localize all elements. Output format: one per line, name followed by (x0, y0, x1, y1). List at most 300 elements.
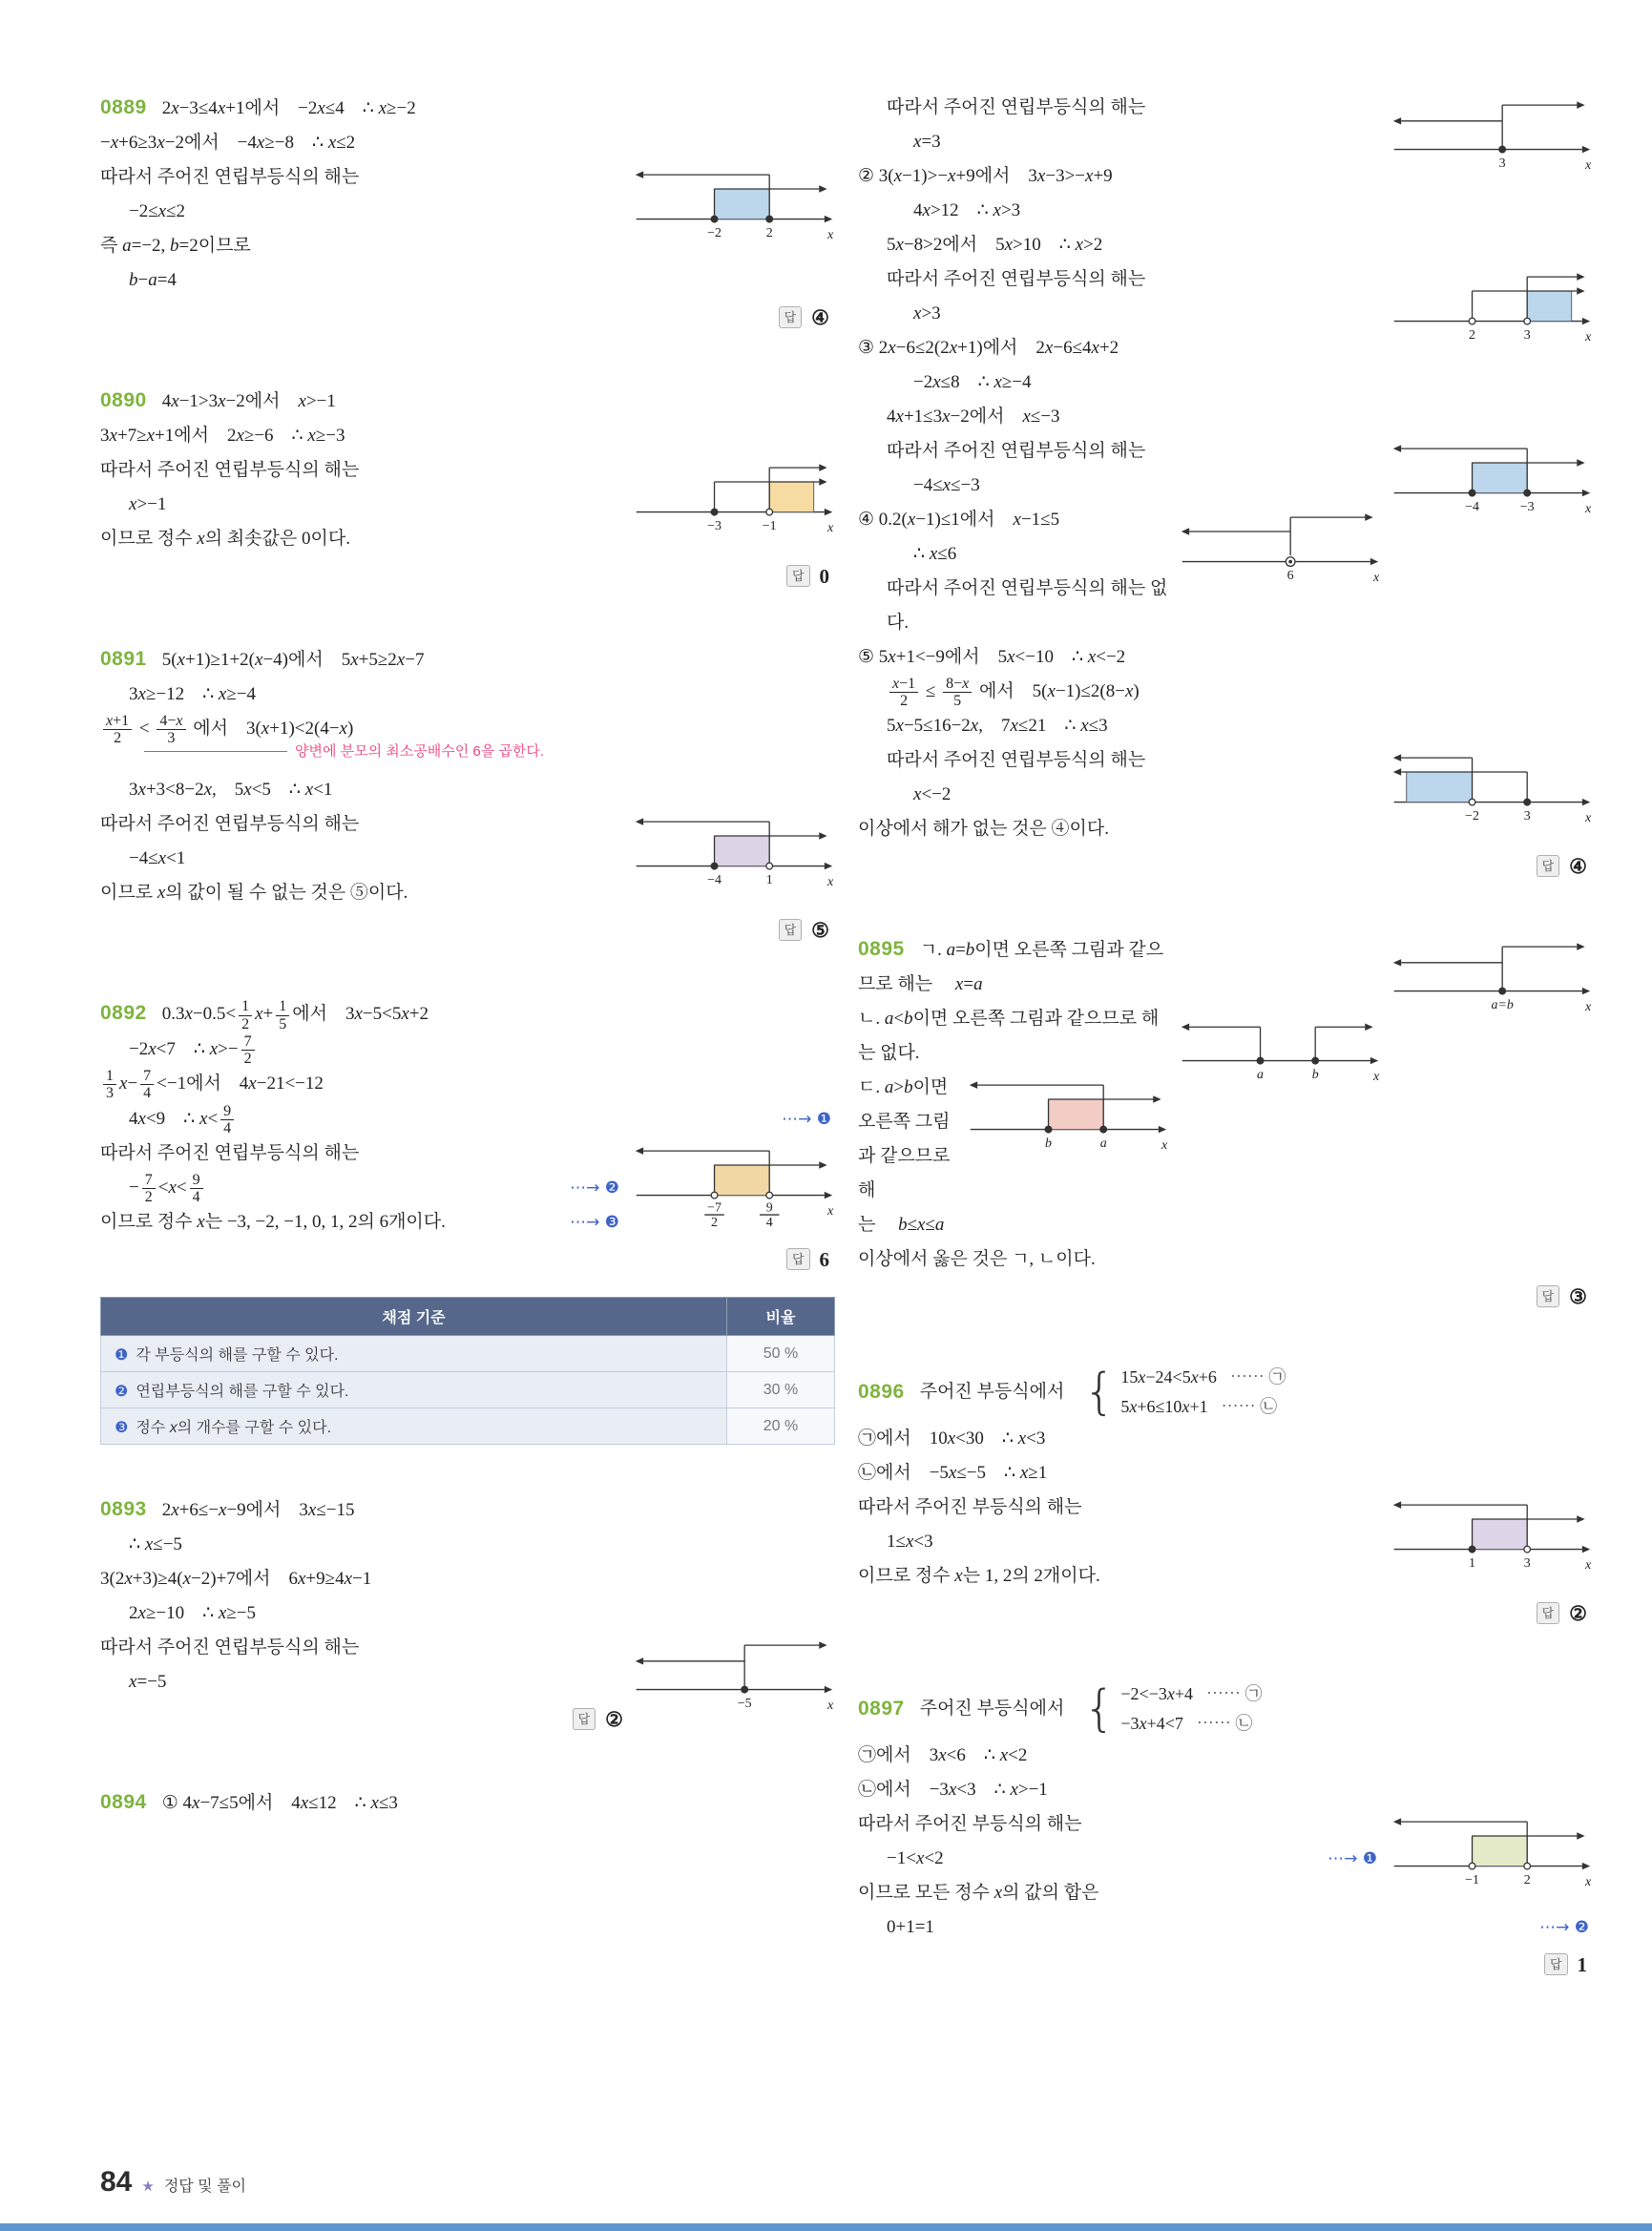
problem-0895 (858, 932, 1593, 1315)
solution-line (858, 1739, 1593, 1773)
svg-text:−5: −5 (737, 1697, 752, 1712)
math-text: 이상에서 해가 없는 것은 ④이다. (858, 819, 1109, 840)
fraction (239, 998, 252, 1032)
problem-0892 (100, 996, 835, 1278)
math-text: 따라서 주어진 부등식의 해는 (858, 1814, 1082, 1835)
problem-0891 (100, 642, 835, 949)
math-text: −2≤x≤2 (129, 201, 186, 221)
svg-text:x: x (826, 875, 834, 890)
system-equations (1120, 1679, 1262, 1739)
math-text: b−a=4 (129, 270, 177, 290)
numerator: 9 (220, 1103, 234, 1120)
answer-badge: 답 (779, 306, 803, 328)
problem-0894 (100, 1785, 835, 1821)
math-text: 에서 3x−5<5x+2 (292, 1004, 429, 1025)
solution-line (100, 1785, 835, 1821)
fraction (140, 1068, 154, 1102)
math-text: x=−5 (129, 1672, 167, 1693)
svg-text:4: 4 (765, 1216, 773, 1230)
denominator: 5 (279, 1015, 287, 1032)
numerator: 9 (190, 1172, 203, 1189)
svg-text:x: x (1161, 1138, 1168, 1154)
problem-number: 0892 (100, 1002, 147, 1025)
denominator: 2 (243, 1050, 252, 1067)
annotation-text: 양변에 분모의 최소공배수인 6을 곱한다. (295, 743, 545, 761)
page-number: 84 (100, 2166, 133, 2198)
rubric-pct-cell: 20 % (727, 1408, 835, 1445)
math-text: 따라서 주어진 연립부등식의 해는 (100, 814, 360, 835)
solution-line (100, 642, 835, 678)
answer-value: ④ (811, 306, 829, 329)
solution-line (858, 1456, 1593, 1491)
number-line-diagram (1391, 1492, 1593, 1588)
answer-row (858, 1595, 1587, 1632)
math-text: x− (119, 1074, 138, 1095)
fraction (103, 713, 132, 747)
answer-badge: 답 (1544, 1953, 1568, 1975)
math-text: −1<x<2 (887, 1848, 944, 1869)
math-text: ④ 0.2(x−1)≤1에서 x−1≤5 (858, 510, 1060, 530)
number-line-diagram (633, 1138, 835, 1234)
solution-line (100, 91, 835, 126)
step-mark: ⋯→ ❷ (1539, 1918, 1589, 1938)
svg-text:x: x (826, 1204, 834, 1220)
numerator: 1 (239, 998, 252, 1015)
numerator: 7 (241, 1033, 255, 1051)
math-text: 4x>12 ∴ x>3 (913, 200, 1021, 220)
math-text: <−1에서 4x−21<−12 (157, 1074, 324, 1095)
denominator: 2 (114, 730, 122, 747)
math-text: 4x−1>3x−2에서 x>−1 (161, 391, 336, 411)
page-edge-bar (0, 2223, 1652, 2231)
math-text: ㄱ. a=b이면 오른쪽 그림과 같으 (919, 940, 1164, 961)
math-text: ㄴ. a<b이면 오른쪽 그림과 같으므로 해 (858, 1009, 1160, 1030)
math-text: ③ 2x−6≤2(2x+1)에서 2x−6≤4x+2 (858, 338, 1119, 358)
fraction (943, 676, 972, 710)
answer-value: ④ (1569, 855, 1587, 879)
math-text: −4≤x≤−3 (913, 475, 980, 495)
solution-line (858, 1363, 1593, 1422)
number-line-diagram (1179, 1004, 1381, 1099)
math-text: < (135, 719, 155, 739)
math-text: 따라서 주어진 부등식의 해는 (858, 1497, 1082, 1518)
solution-line (100, 996, 835, 1032)
math-text: 3x+7≥x+1에서 2x≥−6 ∴ x≥−3 (100, 426, 345, 446)
problem-0897 (858, 1679, 1593, 1983)
math-text: 는 b≤x≤a (858, 1215, 945, 1236)
svg-text:x: x (826, 1699, 834, 1714)
answer-row (100, 558, 829, 594)
solution-line (858, 400, 1593, 434)
number-line-diagram (633, 809, 835, 905)
fraction (276, 998, 289, 1032)
math-text: 5x−5≤16−2x, 7x≤21 ∴ x≤3 (887, 716, 1108, 737)
svg-text:2: 2 (1523, 1873, 1531, 1888)
math-text: −2x<7 ∴ x>− (129, 1038, 239, 1059)
math-text: 이므로 모든 정수 x의 값의 합은 (858, 1883, 1099, 1904)
answer-value: ⑤ (811, 919, 829, 943)
number-line-diagram (967, 1073, 1169, 1168)
math-text: 0.3x−0.5< (161, 1004, 237, 1025)
number-line-diagram (1391, 436, 1593, 532)
equation: 5x+6≤10x+1 (1120, 1397, 1208, 1417)
svg-text:−2: −2 (707, 226, 721, 241)
denominator: 2 (900, 693, 909, 710)
number-line-diagram (633, 1633, 835, 1728)
svg-text:x: x (1584, 1875, 1592, 1890)
svg-text:a: a (1257, 1068, 1265, 1083)
answer-badge: 답 (786, 1248, 810, 1270)
problem-0889 (100, 91, 835, 336)
answer-row (100, 1241, 829, 1278)
system-intro: 주어진 부등식에서 (919, 1382, 1065, 1403)
math-text: 에서 5(x−1)≤2(8−x) (974, 681, 1140, 701)
math-text: 2x≥−10 ∴ x≥−5 (129, 1603, 257, 1624)
math-text: x>3 (913, 303, 941, 323)
numerator: 1 (103, 1068, 116, 1085)
answer-value: 0 (819, 565, 829, 588)
page-footer (100, 2166, 246, 2199)
svg-text:b: b (1045, 1136, 1053, 1152)
rubric-row (101, 1372, 835, 1408)
svg-text:b: b (1311, 1068, 1319, 1083)
svg-text:−2: −2 (1465, 809, 1479, 824)
svg-text:2: 2 (1469, 328, 1476, 344)
svg-text:x: x (1584, 811, 1592, 826)
math-text: 따라서 주어진 연립부등식의 해는 (887, 441, 1146, 461)
math-text: ㉡에서 −5x≤−5 ∴ x≥1 (858, 1463, 1048, 1484)
numerator: 7 (142, 1172, 156, 1189)
math-text: 따라서 주어진 연립부등식의 해는 (887, 750, 1146, 771)
problem-number: 0891 (100, 648, 147, 670)
math-text: −x+6≥3x−2에서 −4x≥−8 ∴ x≤2 (100, 133, 356, 153)
solution-line (100, 384, 835, 419)
math-text: ∴ x≤6 (913, 544, 957, 564)
answer-row (858, 1279, 1587, 1315)
solution-line (100, 419, 835, 453)
svg-text:3: 3 (1523, 809, 1531, 824)
svg-text:9: 9 (765, 1200, 773, 1216)
math-text: 따라서 주어진 연립부등식의 해는 (887, 97, 1146, 117)
math-text: 2x+6≤−x−9에서 3x≤−15 (161, 1500, 355, 1521)
equation: 15x−24<5x+6 (1120, 1367, 1217, 1387)
problem-number: 0896 (858, 1381, 905, 1404)
denominator: 3 (106, 1085, 114, 1102)
rubric-text: 정수 x의 개수를 구할 수 있다. (136, 1420, 332, 1437)
equation-ref: ⋯⋯ ㉡ (1221, 1397, 1278, 1417)
math-text: 따라서 주어진 연립부등식의 해는 (100, 167, 360, 187)
answer-badge: 답 (1537, 855, 1560, 877)
math-text: 따라서 주어진 연립부등식의 해는 없다. (887, 578, 1168, 633)
math-text: 이므로 정수 x는 1, 2의 2개이다. (858, 1566, 1100, 1587)
svg-text:x: x (1584, 158, 1592, 174)
problem-number: 0897 (858, 1698, 905, 1720)
answer-row (100, 300, 829, 336)
problem-0896 (858, 1363, 1593, 1632)
math-text: 2x−3≤4x+1에서 −2x≤4 ∴ x≥−2 (161, 98, 416, 118)
solution-line (100, 263, 835, 298)
rubric-criteria-cell (101, 1336, 727, 1372)
number-line-diagram (1391, 1809, 1593, 1905)
denominator: 2 (144, 1189, 153, 1206)
number-line-diagram (1391, 93, 1593, 188)
math-text: ㄷ. a>b이면 오른쪽 그림과 같으므로 해 (858, 1077, 955, 1201)
footer-label: 정답 및 풀이 (163, 2179, 246, 2195)
math-text: x+ (255, 1004, 274, 1025)
step-2-icon: ❷ (115, 1384, 129, 1401)
solution-line (858, 1422, 1593, 1456)
answer-badge: 답 (1537, 1602, 1560, 1624)
svg-text:3: 3 (1523, 1556, 1531, 1572)
rubric-row (101, 1408, 835, 1445)
answer-badge: 답 (573, 1708, 596, 1730)
solution-line (858, 709, 1593, 743)
left-column (100, 91, 835, 2031)
solution-line (858, 1910, 1593, 1945)
denominator: 3 (167, 730, 176, 747)
number-line-diagram (1391, 745, 1593, 841)
math-text: ∴ x≤−5 (129, 1534, 182, 1555)
svg-text:−1: −1 (762, 519, 777, 534)
denominator: 4 (143, 1085, 152, 1102)
math-text: ⑤ 5x+1<−9에서 5x<−10 ∴ x<−2 (858, 647, 1126, 667)
solution-line (100, 126, 835, 160)
svg-text:1: 1 (1469, 1556, 1476, 1572)
solution-line (858, 365, 1593, 400)
lcm-annotation (100, 740, 835, 763)
math-text: 4x+1≤3x−2에서 x≤−3 (887, 407, 1060, 427)
svg-text:x: x (1584, 502, 1592, 517)
solution-line (858, 1208, 1593, 1242)
math-text: 따라서 주어진 연립부등식의 해는 (100, 1637, 360, 1658)
math-text: 따라서 주어진 연립부등식의 해는 (100, 460, 360, 480)
number-line-diagram (633, 162, 835, 258)
answer-value: 6 (819, 1248, 829, 1272)
number-line-diagram (1179, 505, 1381, 600)
numerator: x+1 (103, 713, 132, 730)
solution-line (858, 194, 1593, 228)
problem-number: 0889 (100, 96, 147, 118)
rubric-pct-cell: 50 % (727, 1336, 835, 1372)
step-1-icon: ❶ (115, 1347, 129, 1365)
solution-line (100, 678, 835, 712)
svg-text:x: x (1372, 1070, 1380, 1085)
svg-text:x: x (1372, 571, 1380, 586)
denominator: 4 (223, 1119, 232, 1136)
fraction (889, 676, 918, 710)
svg-text:a: a (1099, 1136, 1107, 1152)
denominator: 4 (192, 1189, 200, 1206)
problem-0894-continued (858, 91, 1593, 885)
step-mark: ⋯→ ❶ (1328, 1849, 1377, 1869)
math-text: ㉠에서 3x<6 ∴ x<2 (858, 1745, 1028, 1766)
numerator: 4−x (157, 713, 185, 730)
math-text: ㉠에서 10x<30 ∴ x<3 (858, 1428, 1046, 1449)
step-mark: ⋯→ ❶ (782, 1109, 831, 1129)
star-icon: ★ (141, 2179, 155, 2195)
step-mark: ⋯→ ❸ (570, 1213, 619, 1233)
rubric-header-ratio: 비율 (727, 1298, 835, 1336)
system-brace: { (1083, 1364, 1116, 1421)
rubric-criteria-cell (101, 1372, 727, 1408)
solution-line (100, 1492, 835, 1528)
fraction (190, 1172, 203, 1206)
solution-line (858, 1679, 1593, 1739)
solution-line (100, 1067, 835, 1101)
equation: −2<−3x+4 (1120, 1684, 1194, 1704)
math-text: 는 없다. (858, 1043, 920, 1064)
solution-line (858, 1242, 1593, 1277)
math-text: 0+1=1 (887, 1917, 934, 1938)
rubric-header-criteria: 채점 기준 (101, 1298, 727, 1336)
math-text: x<−2 (913, 784, 951, 805)
problem-number: 0894 (100, 1791, 147, 1814)
system-equations (1120, 1363, 1286, 1422)
svg-text:−7: −7 (707, 1200, 721, 1216)
svg-text:x: x (1584, 330, 1592, 345)
annotation-line-icon (144, 751, 287, 753)
answer-badge: 답 (786, 565, 810, 587)
math-text: 이상에서 옳은 것은 ㄱ, ㄴ이다. (858, 1249, 1096, 1270)
math-text: ② 3(x−1)>−x+9에서 3x−3>−x+9 (858, 166, 1113, 186)
equation: −3x+4<7 (1120, 1714, 1183, 1734)
solution-line (100, 1102, 835, 1136)
fraction (241, 1033, 255, 1068)
svg-text:1: 1 (765, 873, 773, 888)
system-equation (1120, 1679, 1262, 1709)
number-line-diagram (633, 455, 835, 551)
math-text: 에서 3(x+1)<2(4−x) (188, 719, 354, 739)
svg-text:x: x (826, 521, 834, 536)
right-column (858, 91, 1593, 2031)
answer-row (858, 848, 1587, 885)
svg-text:−3: −3 (707, 519, 721, 534)
denominator: 5 (953, 693, 962, 710)
number-line-diagram (1391, 934, 1593, 1030)
answer-value: ② (1569, 1602, 1587, 1626)
answer-value: ② (605, 1708, 623, 1732)
answer-row (100, 912, 829, 949)
system-intro: 주어진 부등식에서 (919, 1699, 1065, 1720)
solution-line (858, 640, 1593, 675)
number-line-diagram (1391, 264, 1593, 360)
answer-value: ③ (1569, 1285, 1587, 1309)
math-text: ① 4x−7≤5에서 4x≤12 ∴ x≤3 (161, 1793, 398, 1814)
math-text: x>−1 (129, 494, 167, 514)
grading-rubric-table (100, 1297, 835, 1445)
problem-0890 (100, 384, 835, 594)
svg-text:−3: −3 (1519, 500, 1535, 515)
equation-ref: ⋯⋯ ㉡ (1196, 1714, 1253, 1734)
numerator: x−1 (889, 676, 918, 693)
math-text: −2x≤8 ∴ x≥−4 (913, 372, 1032, 392)
problem-number: 0890 (100, 389, 147, 411)
answer-row (858, 1947, 1587, 1983)
fraction (103, 1068, 116, 1102)
solution-line (100, 1528, 835, 1562)
system-equation (1120, 1392, 1286, 1422)
svg-text:2: 2 (711, 1216, 719, 1230)
rubric-row (101, 1336, 835, 1372)
step-3-icon: ❸ (115, 1420, 129, 1437)
math-text: 3x≥−12 ∴ x≥−4 (129, 684, 257, 704)
svg-text:x: x (826, 228, 834, 243)
rubric-pct-cell: 30 % (727, 1372, 835, 1408)
solution-line (858, 675, 1593, 709)
math-text: 이므로 정수 x의 최솟값은 0이다. (100, 529, 350, 549)
solution-line (100, 773, 835, 807)
math-text: ≤ (921, 681, 941, 701)
numerator: 1 (276, 998, 289, 1015)
math-text: 3x+3<8−2x, 5x<5 ∴ x<1 (129, 780, 333, 801)
svg-text:x: x (1584, 1000, 1592, 1015)
problem-number: 0893 (100, 1498, 147, 1521)
rubric-header-row (101, 1298, 835, 1336)
solution-line (858, 228, 1593, 262)
answer-badge: 답 (779, 919, 803, 941)
svg-text:a=b: a=b (1491, 998, 1514, 1013)
math-text: <x< (157, 1178, 187, 1199)
fraction (220, 1103, 234, 1137)
math-text: 1≤x<3 (887, 1532, 933, 1553)
math-text: − (129, 1178, 139, 1199)
problem-number: 0895 (858, 938, 905, 961)
svg-text:−1: −1 (1465, 1873, 1479, 1888)
two-column-layout (100, 91, 1593, 2031)
math-text: 5x−8>2에서 5x>10 ∴ x>2 (887, 235, 1103, 255)
math-text: 즉 a=−2, b=2이므로 (100, 236, 251, 256)
math-text: ㉡에서 −3x<3 ∴ x>−1 (858, 1780, 1048, 1801)
svg-text:x: x (1584, 1558, 1592, 1574)
math-text: 3(2x+3)≥4(x−2)+7에서 6x+9≥4x−1 (100, 1569, 372, 1590)
math-text: 따라서 주어진 연립부등식의 해는 (887, 269, 1146, 289)
svg-text:−4: −4 (1465, 500, 1479, 515)
step-mark: ⋯→ ❷ (570, 1178, 619, 1199)
rubric-text: 각 부등식의 해를 구할 수 있다. (136, 1347, 339, 1365)
svg-text:3: 3 (1498, 156, 1506, 172)
system-equation (1120, 1363, 1286, 1392)
fraction (142, 1172, 156, 1206)
rubric-criteria-cell (101, 1408, 727, 1445)
numerator: 8−x (943, 676, 972, 693)
math-text: 5(x+1)≥1+2(x−4)에서 5x+5≥2x−7 (161, 650, 425, 670)
svg-text:2: 2 (765, 226, 773, 241)
equation-ref: ⋯⋯ ㉠ (1229, 1367, 1286, 1387)
svg-text:6: 6 (1286, 569, 1294, 584)
system-brace: { (1083, 1680, 1116, 1738)
math-text: 이므로 정수 x는 −3, −2, −1, 0, 1, 2의 6개이다. (100, 1212, 446, 1233)
math-text: 이므로 x의 값이 될 수 없는 것은 ⑤이다. (100, 883, 408, 904)
solution-line (858, 1773, 1593, 1807)
solution-line (100, 1562, 835, 1596)
answer-badge: 답 (1537, 1285, 1560, 1307)
svg-text:−4: −4 (707, 873, 721, 888)
equation-ref: ⋯⋯ ㉠ (1206, 1684, 1263, 1704)
solution-line (100, 1596, 835, 1631)
solution-line (100, 1032, 835, 1067)
math-text: 므로 해는 x=a (858, 974, 983, 995)
math-text: 4x<9 ∴ x< (129, 1108, 219, 1129)
denominator: 2 (241, 1015, 250, 1032)
problem-0893 (100, 1492, 835, 1738)
answer-value: 1 (1577, 1953, 1587, 1977)
system-equation (1120, 1709, 1262, 1739)
rubric-text: 연립부등식의 해를 구할 수 있다. (136, 1384, 349, 1401)
math-text: 따라서 주어진 연립부등식의 해는 (100, 1143, 360, 1164)
math-text: −4≤x<1 (129, 848, 186, 869)
numerator: 7 (140, 1068, 154, 1085)
svg-text:3: 3 (1523, 328, 1531, 344)
